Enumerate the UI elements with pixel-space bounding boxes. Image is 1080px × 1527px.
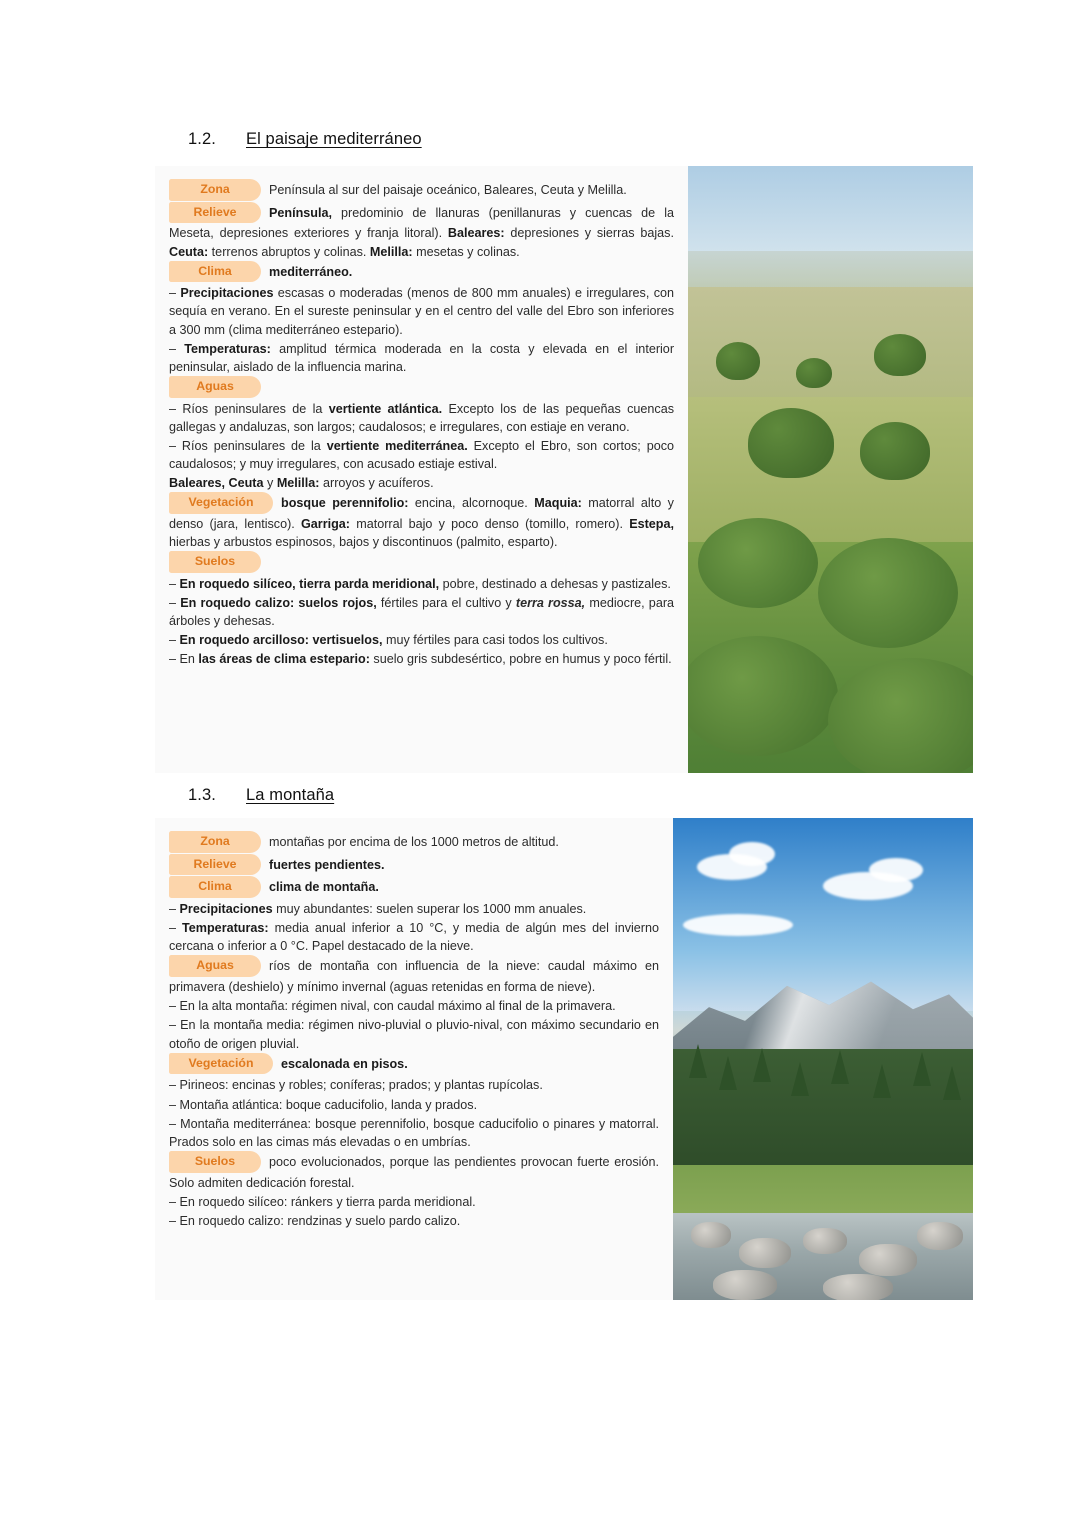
cloud-icon bbox=[683, 914, 793, 936]
text-line bbox=[169, 877, 659, 899]
category-tag-vegetacion: Vegetación bbox=[169, 1053, 273, 1075]
text-content: escalonada en pisos. bbox=[281, 1056, 408, 1071]
text-content: – En las áreas de clima estepario: suelo gris subdesértico, pobre en humus y poco fértil. bbox=[169, 652, 672, 667]
section-1-2-image bbox=[688, 166, 973, 773]
conifer-icon bbox=[913, 1052, 931, 1086]
cloud-icon bbox=[729, 842, 775, 866]
text-content: – En roquedo silíceo: ránkers y tierra parda meridional. bbox=[169, 1194, 476, 1209]
conifer-icon bbox=[873, 1064, 891, 1098]
category-tag-aguas: Aguas bbox=[169, 376, 261, 398]
text-line bbox=[169, 650, 674, 668]
text-content: – Pirineos: encinas y robles; coníferas; prados; y plantas rupícolas. bbox=[169, 1078, 543, 1093]
text-line bbox=[169, 437, 674, 473]
text-content: fuertes pendientes. bbox=[269, 857, 385, 872]
section-1-2-content bbox=[155, 166, 973, 773]
text-line bbox=[169, 1076, 659, 1094]
text-line bbox=[169, 400, 674, 436]
text-content: bosque perennifolio: encina, alcornoque. Maquia: matorral alto y denso (jara, lentisco). Garriga: matorral bajo y poco denso (tomillo, romero). Estepa, hierbas y arbustos espinosos, bajos y discontinuos (palmito, esparto). bbox=[169, 496, 674, 550]
text-line bbox=[169, 1212, 659, 1230]
text-line bbox=[169, 474, 674, 492]
category-tag-relieve: Relieve bbox=[169, 202, 261, 224]
text-line bbox=[169, 1016, 659, 1052]
rock-icon bbox=[823, 1274, 893, 1300]
text-line bbox=[169, 575, 674, 593]
conifer-icon bbox=[831, 1050, 849, 1084]
text-content: Península al sur del paisaje oceánico, Baleares, Ceuta y Melilla. bbox=[269, 183, 627, 198]
category-tag-zona: Zona bbox=[169, 179, 261, 201]
text-content: – Temperaturas: amplitud térmica moderada en la costa y elevada en el interior peninsular, aislado de la influencia marina. bbox=[169, 341, 675, 374]
category-tag-suelos: Suelos bbox=[169, 1151, 261, 1173]
text-content: – Ríos peninsulares de la vertiente atlántica. Excepto los de las pequeñas cuencas gallegas y andaluzas, son largos; caudalosos; e irregulares, con estiaje en verano. bbox=[169, 401, 675, 434]
text-content: – En la montaña media: régimen nivo-pluvial o pluvio-nival, con máximo secundario en otoño de origen pluvial. bbox=[169, 1018, 659, 1051]
text-line bbox=[169, 1054, 659, 1076]
text-content: ríos de montaña con influencia de la nieve: caudal máximo en primavera (deshielo) y mínimo invernal (aguas retenidas en forma de nieve). bbox=[169, 959, 659, 995]
text-line bbox=[169, 1193, 659, 1211]
text-content: – Temperaturas: media anual inferior a 10 °C, y media de algún mes del invierno cercana o inferior a 0 °C. Papel destacado de la nieve. bbox=[169, 921, 660, 954]
text-content: poco evolucionados, porque las pendientes provocan fuerte erosión. Solo admiten dedicación forestal. bbox=[169, 1155, 659, 1190]
mediterranean-landscape-photo bbox=[688, 166, 973, 773]
text-content: – Montaña mediterránea: bosque perennifolio, bosque caducifolio o pinares y matorral. Prados solo en las cimas más elevadas o en umbrías. bbox=[169, 1116, 659, 1149]
text-line bbox=[169, 377, 674, 399]
section-1-2-text bbox=[155, 166, 688, 773]
text-content: – En roquedo arcilloso: vertisuelos, muy fértiles para casi todos los cultivos. bbox=[169, 633, 608, 648]
text-content: Península, predominio de llanuras (penillanuras y cuencas de la Meseta, depresiones exteriores y franja litoral). Baleares: depresiones y sierras bajas. Ceuta: terrenos abruptos y colinas. Melilla: mesetas y colinas. bbox=[169, 205, 674, 259]
text-line bbox=[169, 919, 659, 955]
section-heading-1-2 bbox=[188, 130, 422, 149]
text-line bbox=[169, 594, 674, 630]
conifer-icon bbox=[719, 1056, 737, 1090]
text-content: montañas por encima de los 1000 metros de altitud. bbox=[269, 835, 559, 850]
text-line bbox=[169, 1096, 659, 1114]
category-tag-relieve: Relieve bbox=[169, 854, 261, 876]
category-tag-zona: Zona bbox=[169, 831, 261, 853]
rock-icon bbox=[691, 1222, 731, 1248]
category-tag-clima: Clima bbox=[169, 876, 261, 898]
cloud-icon bbox=[869, 858, 923, 882]
category-tag-suelos: Suelos bbox=[169, 551, 261, 573]
text-content: – En roquedo silíceo, tierra parda meridional, pobre, destinado a dehesas y pastizales. bbox=[169, 576, 671, 591]
conifer-icon bbox=[753, 1048, 771, 1082]
conifer-icon bbox=[791, 1062, 809, 1096]
text-content: – En roquedo calizo: rendzinas y suelo pardo calizo. bbox=[169, 1213, 461, 1228]
text-content: clima de montaña. bbox=[269, 880, 379, 895]
text-line bbox=[169, 493, 674, 551]
conifer-icon bbox=[943, 1066, 961, 1100]
text-content: – Ríos peninsulares de la vertiente mediterránea. Excepto el Ebro, son cortos; poco caudalosos; y muy irregulares, con acusado estiaje estival. bbox=[169, 438, 675, 472]
text-content: – Precipitaciones escasas o moderadas (menos de 800 mm anuales) e irregulares, con sequía en verano. En el sureste peninsular y en el centro del valle del Ebro son inferiores a 300 mm (clima mediterráneo estepario). bbox=[169, 286, 674, 337]
bush-icon bbox=[818, 538, 958, 648]
text-line bbox=[169, 956, 659, 996]
rock-icon bbox=[713, 1270, 777, 1300]
text-line bbox=[169, 997, 659, 1015]
tree-icon bbox=[716, 342, 760, 380]
bush-icon bbox=[698, 518, 818, 608]
text-line bbox=[169, 1115, 659, 1151]
rock-icon bbox=[917, 1222, 963, 1250]
mountain-river-photo bbox=[673, 818, 973, 1300]
tree-icon bbox=[748, 408, 834, 478]
text-line bbox=[169, 552, 674, 574]
text-line bbox=[169, 262, 674, 284]
category-tag-clima: Clima bbox=[169, 261, 261, 283]
text-line bbox=[169, 631, 674, 649]
tree-icon bbox=[874, 334, 926, 376]
section-1-3-text bbox=[155, 818, 673, 1300]
text-line bbox=[169, 832, 659, 854]
section-number: 1.2. bbox=[188, 130, 216, 148]
text-content: mediterráneo. bbox=[269, 264, 353, 279]
section-heading-1-3 bbox=[188, 786, 334, 805]
rock-icon bbox=[859, 1244, 917, 1276]
section-title: El paisaje mediterráneo bbox=[246, 130, 422, 148]
text-content: – Precipitaciones muy abundantes: suelen superar los 1000 mm anuales. bbox=[169, 902, 587, 917]
section-1-3-image bbox=[673, 818, 973, 1300]
text-line bbox=[169, 855, 659, 877]
text-content: Baleares, Ceuta y Melilla: arroyos y acuíferos. bbox=[169, 476, 434, 491]
text-line bbox=[169, 203, 674, 261]
text-line bbox=[169, 284, 674, 338]
text-content: – En la alta montaña: régimen nival, con caudal máximo al final de la primavera. bbox=[169, 999, 616, 1014]
conifer-icon bbox=[689, 1044, 707, 1078]
rock-icon bbox=[739, 1238, 791, 1268]
tree-icon bbox=[860, 422, 930, 480]
text-line bbox=[169, 900, 659, 918]
section-number: 1.3. bbox=[188, 786, 216, 804]
text-line bbox=[169, 180, 674, 202]
section-title: La montaña bbox=[246, 786, 335, 804]
text-content: – Montaña atlántica: boque caducifolio, landa y prados. bbox=[169, 1097, 478, 1112]
category-tag-aguas: Aguas bbox=[169, 955, 261, 977]
category-tag-vegetacion: Vegetación bbox=[169, 492, 273, 514]
rock-icon bbox=[803, 1228, 847, 1254]
tree-icon bbox=[796, 358, 832, 388]
section-1-3-content bbox=[155, 818, 973, 1300]
text-content: – En roquedo calizo: suelos rojos, fértiles para el cultivo y terra rossa, mediocre, para árboles y dehesas. bbox=[169, 596, 675, 629]
text-line bbox=[169, 340, 674, 376]
text-line bbox=[169, 1152, 659, 1192]
